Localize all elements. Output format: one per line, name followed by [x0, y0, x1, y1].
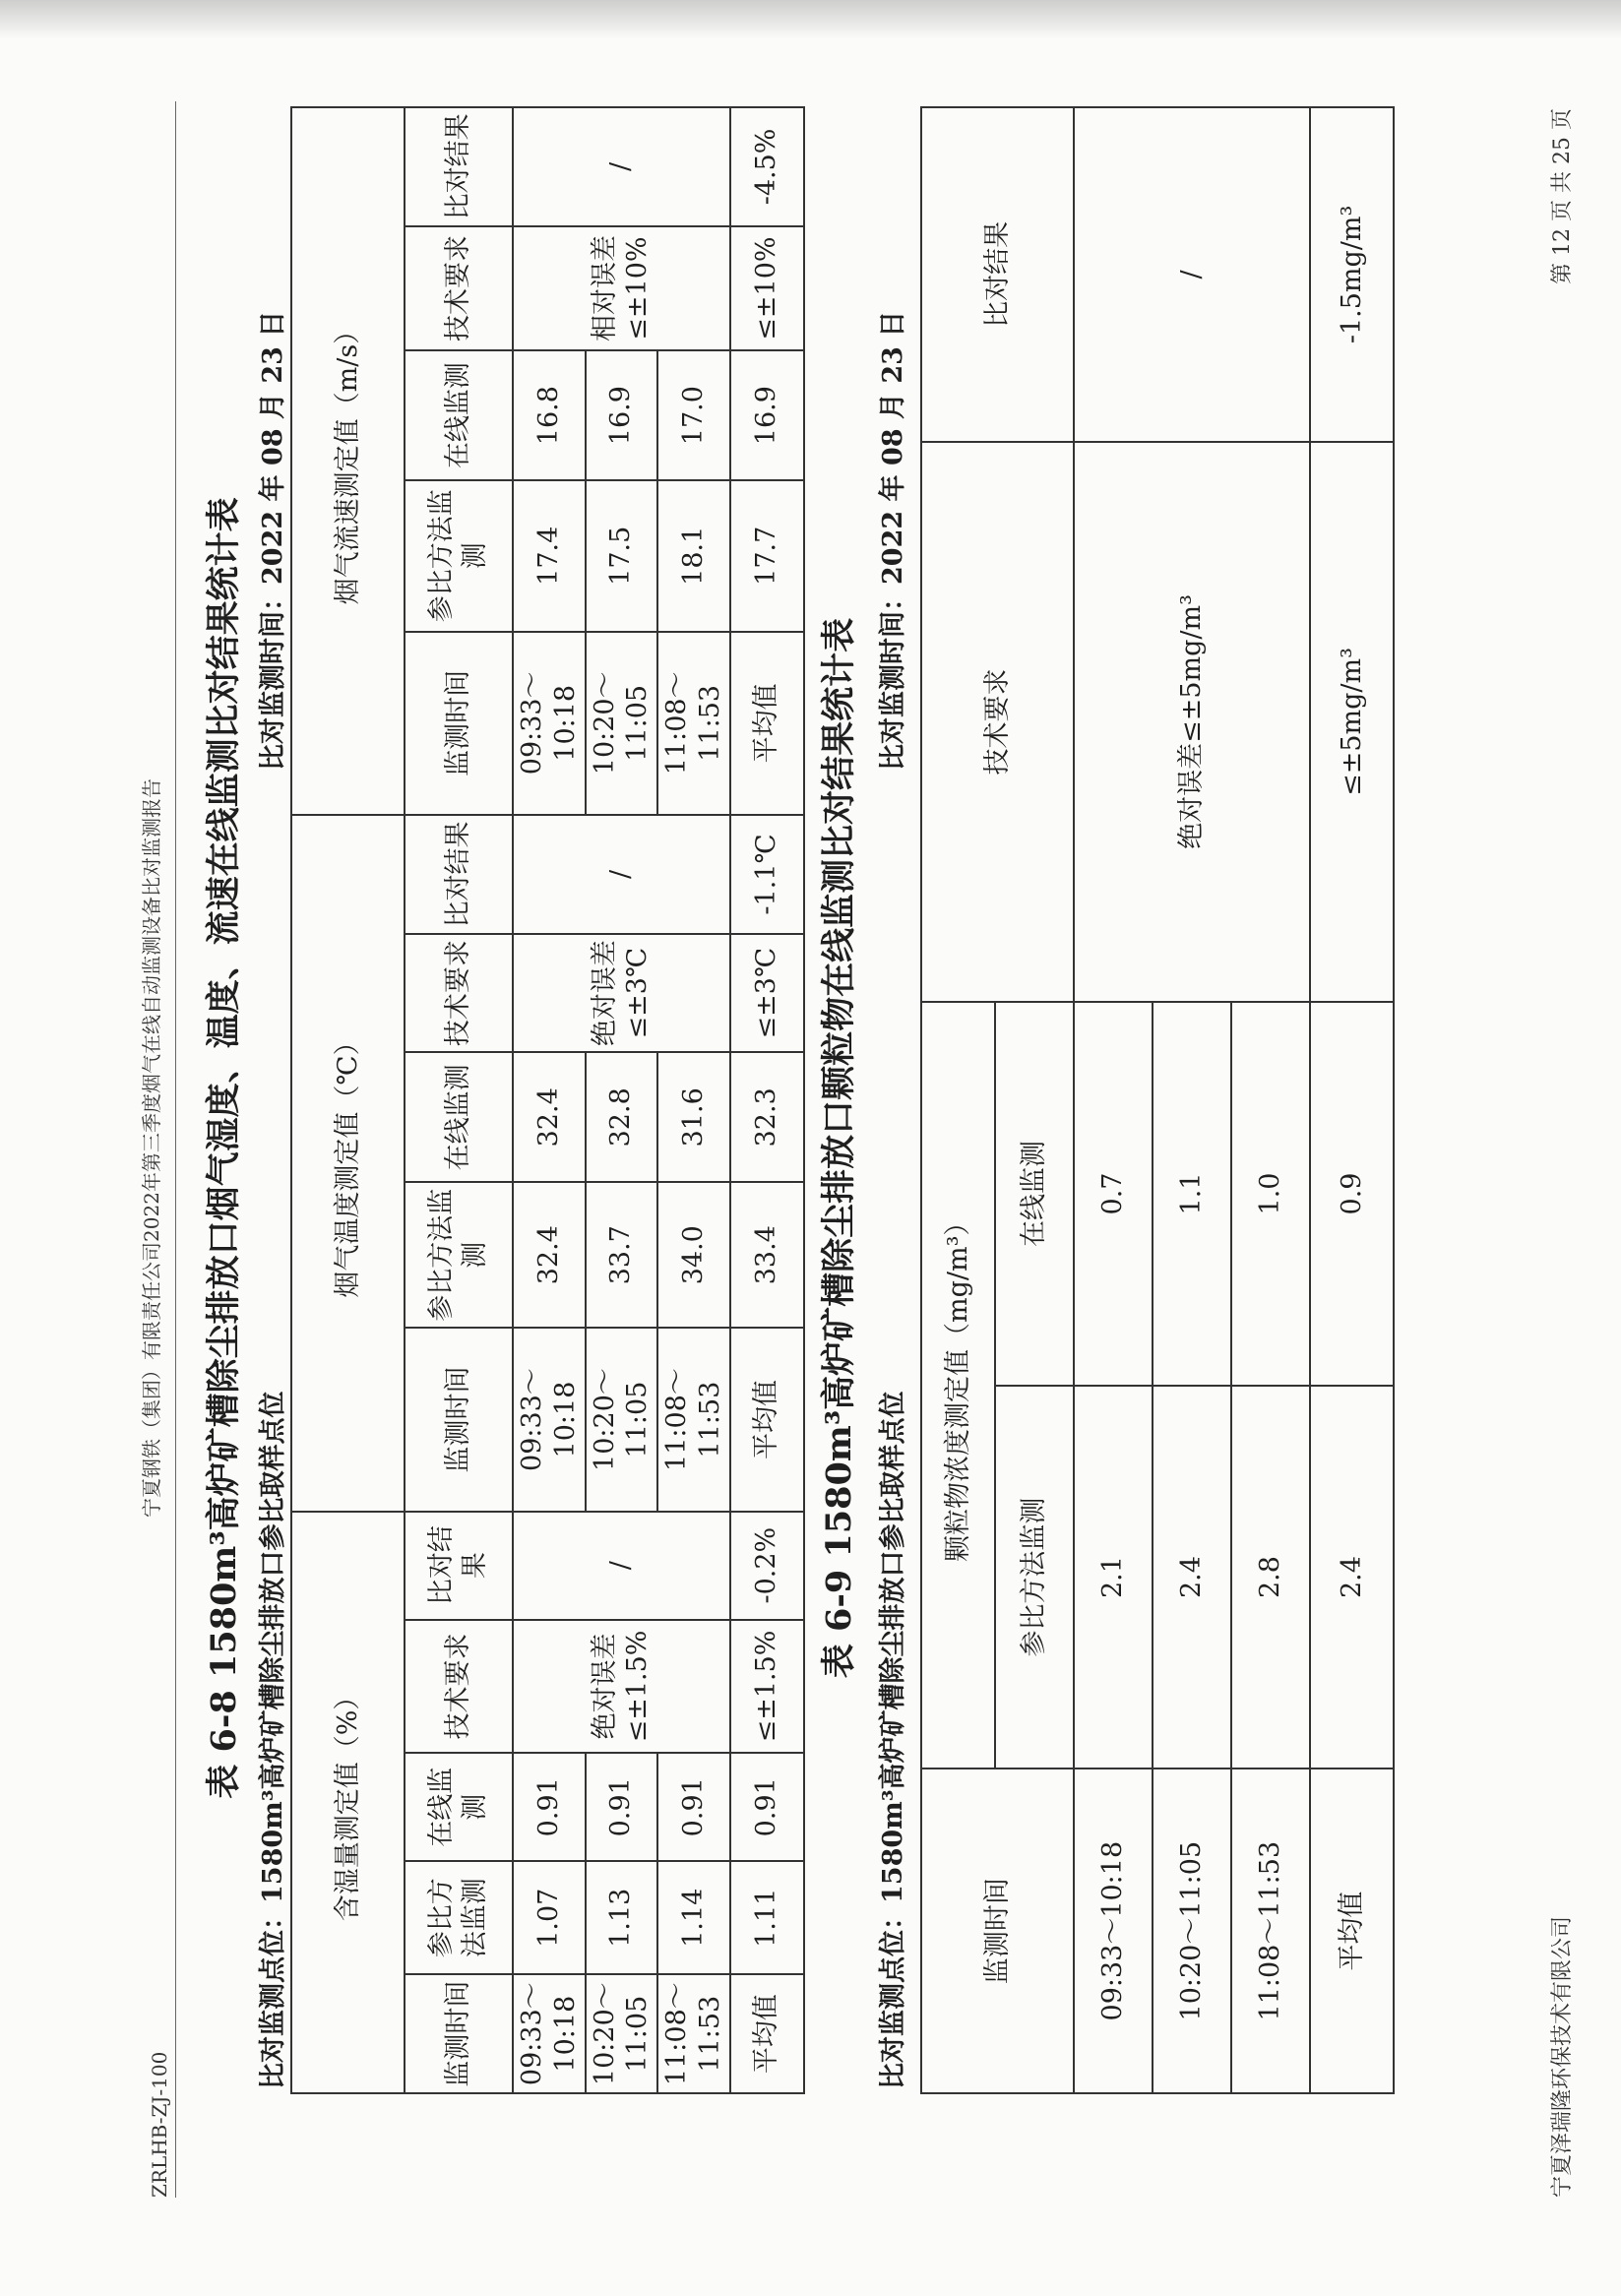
- cell-m-online: 0.91: [586, 1753, 658, 1861]
- cell-m-ref: 1.14: [657, 1861, 730, 1974]
- th-req: 技术要求: [921, 442, 1074, 1002]
- cell-avg-result: -1.5mg/m³: [1310, 107, 1394, 442]
- cell-t-time: 11:08～11:53: [657, 1328, 730, 1512]
- table-row-average: [730, 107, 804, 2093]
- cell-v-result: /: [513, 107, 730, 226]
- cell-v-ref: 17.4: [513, 480, 586, 632]
- cell-m-avg-online: 0.91: [730, 1753, 804, 1861]
- table68-date-label: 比对监测时间：2022 年 08 月 23 日: [258, 310, 288, 771]
- cell-time: 09:33～10:18: [1074, 1769, 1153, 2093]
- doc-code: ZRLHB-ZJ-100: [148, 2051, 171, 2198]
- cell-v-time: 10:20～11:05: [586, 632, 658, 816]
- th-velocity-group: 烟气流速测定值（m/s）: [291, 107, 405, 815]
- cell-v-online: 17.0: [657, 350, 730, 480]
- th-req: 技术要求: [405, 934, 513, 1053]
- cell-t-avg-result: -1.1℃: [730, 815, 804, 934]
- cell-v-avg-result: -4.5%: [730, 107, 804, 226]
- cell-t-avg-req: ≤±3℃: [730, 934, 804, 1053]
- table69: [920, 106, 1395, 2094]
- cell-m-avg-result: -0.2%: [730, 1512, 804, 1620]
- cell-avg-ref: 2.4: [1310, 1386, 1394, 1769]
- table68-point-label: 比对监测点位：1580m³高炉矿槽除尘排放口参比取样点位: [258, 1391, 288, 2089]
- cell-online: 0.7: [1074, 1002, 1153, 1386]
- th-ref: 参比方法监测: [405, 480, 513, 632]
- cell-time: 11:08～11:53: [1231, 1769, 1310, 2093]
- cell-time: 11:08～11:53: [657, 1974, 730, 2093]
- th-online: 在线监测: [405, 1052, 513, 1182]
- th-ref: 参比方法监测: [405, 1182, 513, 1328]
- table-row: [586, 107, 658, 2093]
- table-row: [513, 107, 586, 2093]
- cell-v-ref: 17.5: [586, 480, 658, 632]
- cell-v-online: 16.9: [586, 350, 658, 480]
- cell-v-ref: 18.1: [657, 480, 730, 632]
- th-ref: 参比方法监测: [405, 1861, 513, 1974]
- table-row-average: [1310, 107, 1394, 2093]
- cell-online: 1.1: [1153, 1002, 1231, 1386]
- cell-t-ref: 34.0: [657, 1182, 730, 1328]
- th-req: 技术要求: [405, 226, 513, 350]
- report-title: 宁夏钢铁（集团）有限责任公司2022年第三季度烟气在线自动监测设备比对监测报告: [140, 778, 163, 1518]
- cell-m-avg-ref: 1.11: [730, 1861, 804, 1974]
- cell-m-online: 0.91: [513, 1753, 586, 1861]
- cell-m-ref: 1.13: [586, 1861, 658, 1974]
- th-ref: 参比方法监测: [995, 1386, 1074, 1769]
- scan-edge-shadow: [0, 0, 1621, 39]
- cell-m-ref: 1.07: [513, 1861, 586, 1974]
- table69-title: 表 6-9 1580m³高炉矿槽除尘排放口颗粒物在线监测比对结果统计表: [819, 617, 859, 1679]
- footer-company: 宁夏泽瑞隆环保技术有限公司: [1550, 1915, 1575, 2198]
- cell-v-avg-ref: 17.7: [730, 480, 804, 632]
- th-temperature-group: 烟气温度测定值（℃）: [291, 815, 405, 1512]
- cell-time: 10:20～11:05: [1153, 1769, 1231, 2093]
- cell-v-online: 16.8: [513, 350, 586, 480]
- th-online: 在线监测: [405, 1753, 513, 1861]
- cell-time: 10:20～11:05: [586, 1974, 658, 2093]
- table-row: [657, 107, 730, 2093]
- cell-avg-label: 平均值: [730, 1974, 804, 2093]
- cell-t-req: 绝对误差≤±3℃: [513, 934, 730, 1053]
- cell-v-avg-req: ≤±10%: [730, 226, 804, 350]
- table68: [290, 106, 805, 2094]
- table68-title: 表 6-8 1580m³高炉矿槽除尘排放口烟气湿度、温度、流速在线监测比对结果统计表: [204, 497, 244, 1799]
- table69-point-label: 比对监测点位：1580m³高炉矿槽除尘排放口参比取样点位: [878, 1391, 908, 2089]
- cell-ref: 2.8: [1231, 1386, 1310, 1769]
- cell-t-online: 32.8: [586, 1052, 658, 1182]
- th-particulate-group: 颗粒物浓度测定值（mg/m³）: [921, 1002, 995, 1769]
- cell-v-time: 09:33～10:18: [513, 632, 586, 816]
- table69-date-label: 比对监测时间：2022 年 08 月 23 日: [878, 310, 908, 771]
- th-time: 监测时间: [405, 1328, 513, 1512]
- cell-result: /: [1074, 107, 1310, 442]
- cell-t-time: 09:33～10:18: [513, 1328, 586, 1512]
- th-result: 比对结果: [405, 815, 513, 934]
- cell-ref: 2.4: [1153, 1386, 1231, 1769]
- cell-t-ref: 32.4: [513, 1182, 586, 1328]
- cell-t-avg-ref: 33.4: [730, 1182, 804, 1328]
- th-result: 比对结果: [405, 107, 513, 226]
- th-online: 在线监测: [995, 1002, 1074, 1386]
- cell-time: 09:33～10:18: [513, 1974, 586, 2093]
- cell-t-avg-label: 平均值: [730, 1328, 804, 1512]
- cell-v-avg-online: 16.9: [730, 350, 804, 480]
- cell-req: 绝对误差≤±5mg/m³: [1074, 442, 1310, 1002]
- cell-v-req: 相对误差≤±10%: [513, 226, 730, 350]
- cell-avg-label: 平均值: [1310, 1769, 1394, 2093]
- th-online: 在线监测: [405, 350, 513, 480]
- cell-m-online: 0.91: [657, 1753, 730, 1861]
- cell-t-result: /: [513, 815, 730, 934]
- cell-v-time: 11:08～11:53: [657, 632, 730, 816]
- cell-avg-online: 0.9: [1310, 1002, 1394, 1386]
- cell-online: 1.0: [1231, 1002, 1310, 1386]
- th-result: 比对结果: [405, 1512, 513, 1620]
- th-time: 监测时间: [405, 1974, 513, 2093]
- cell-ref: 2.1: [1074, 1386, 1153, 1769]
- cell-v-avg-label: 平均值: [730, 632, 804, 816]
- th-time: 监测时间: [405, 632, 513, 816]
- cell-t-online: 31.6: [657, 1052, 730, 1182]
- cell-t-ref: 33.7: [586, 1182, 658, 1328]
- cell-t-online: 32.4: [513, 1052, 586, 1182]
- cell-avg-req: ≤±5mg/m³: [1310, 442, 1394, 1002]
- th-result: 比对结果: [921, 107, 1074, 442]
- cell-m-avg-req: ≤±1.5%: [730, 1620, 804, 1754]
- th-moisture-group: 含湿量测定值（%）: [291, 1512, 405, 2093]
- cell-t-time: 10:20～11:05: [586, 1328, 658, 1512]
- header-rule: [175, 101, 176, 2198]
- cell-m-req: 绝对误差≤±1.5%: [513, 1620, 730, 1754]
- table-row: [1074, 107, 1153, 2093]
- cell-m-result: /: [513, 1512, 730, 1620]
- cell-t-avg-online: 32.3: [730, 1052, 804, 1182]
- footer-page-number: 第 12 页 共 25 页: [1550, 108, 1575, 284]
- th-time: 监测时间: [921, 1769, 1074, 2093]
- th-req: 技术要求: [405, 1620, 513, 1754]
